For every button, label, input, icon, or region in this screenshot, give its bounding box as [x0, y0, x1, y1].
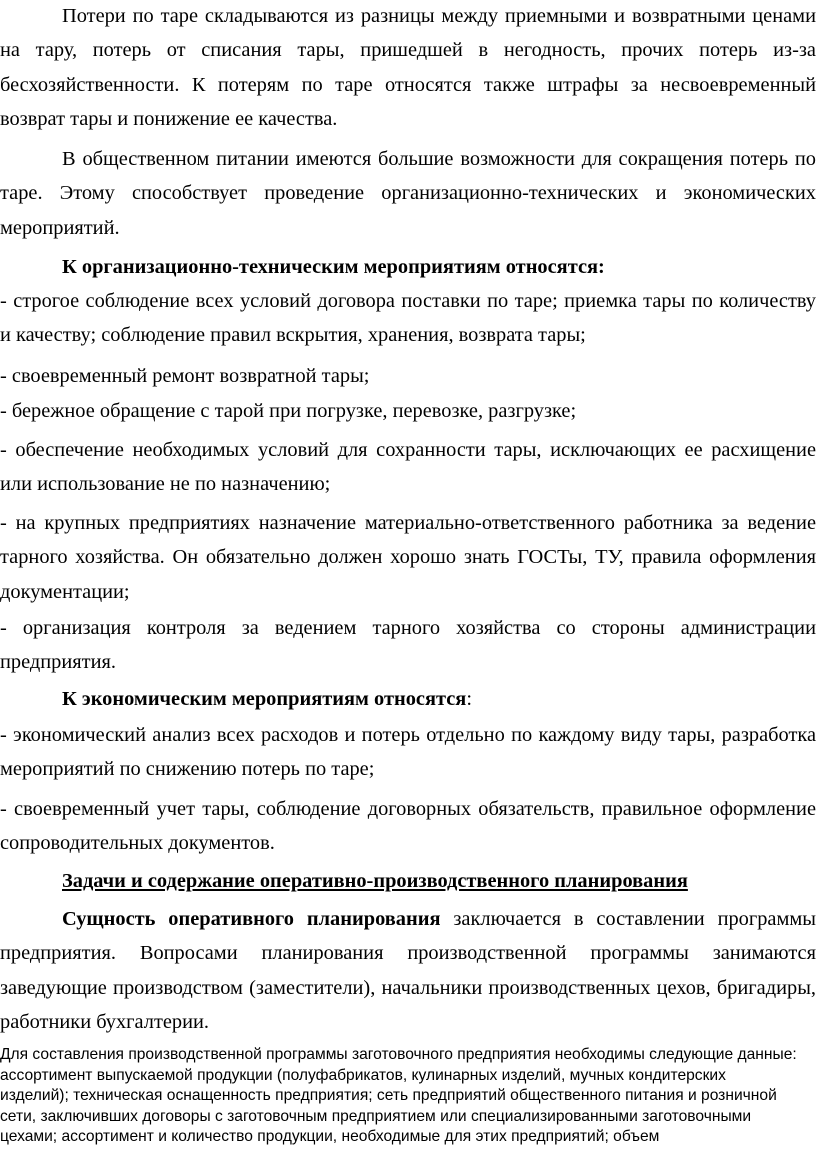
list-item: - строгое соблюдение всех условий договора поставки по таре; приемка тары по количеству и качеству; соблюдение правил вскрытия, хранения, возврата тары;: [0, 290, 816, 347]
section-title: Задачи и содержание оперативно-производственного планирования: [62, 870, 688, 892]
paragraph-planning-essence: Сущность оперативного планирования заключается в составлении программы предприятия. Вопросами планирования производственной программы занимаются заведующие производством (заместители), начальники производственных цехов, бригадиры, работники бухгалтерии.: [0, 908, 816, 1034]
small-text-line: сети, заключивших договоры с заготовочным предприятием или специализированными заготовочными: [0, 1107, 752, 1125]
list-item: - на крупных предприятиях назначение материально-ответственного работника за ведение тарного хозяйства. Он обязательно должен хорошо знать ГОСТы, ТУ, правила оформления документации;: [0, 512, 816, 603]
paragraph-tare-losses: Потери по таре складываются из разницы между приемными и возвратными ценами на тару, потерь от списания тары, пришедшей в негодность, прочих потерь из-за бесхозяйственности. К потерям по таре относятся также штрафы за несвоевременный возврат тары и понижение ее качества.: [0, 5, 816, 131]
small-text-line: Для составления производственной программы заготовочного предприятия необходимы следующие данные:: [0, 1046, 797, 1063]
small-text-line: ассортимент выпускаемой продукции (полуфабрикатов, кулинарных изделий, мучных кондитерских: [0, 1066, 726, 1084]
small-text-line: изделий); техническая оснащенность предприятия; сеть предприятий общественного питания и розничной: [0, 1087, 777, 1105]
paragraph-catering-opportunities: В общественном питании имеются большие возможности для сокращения потерь по таре. Этому способствует проведение организационно-технических и экономических мероприятий.: [0, 148, 816, 239]
heading-economic: К экономическим мероприятиям относятся:: [62, 688, 473, 710]
small-text-line: цехами; ассортимент и количество продукции, необходимые для этих предприятий; объем: [0, 1128, 660, 1146]
small-print-block: [0, 1045, 816, 1148]
heading-org-technical: К организационно-техническим мероприятиям относятся:: [62, 256, 605, 278]
list-item: - организация контроля за ведением тарного хозяйства со стороны администрации предприятия.: [0, 617, 816, 674]
list-item: - обеспечение необходимых условий для сохранности тары, исключающих ее расхищение или использование не по назначению;: [0, 439, 816, 496]
list-item: - своевременный учет тары, соблюдение договорных обязательств, правильное оформление сопроводительных документов.: [0, 798, 816, 855]
list-item: - экономический анализ всех расходов и потерь отдельно по каждому виду тары, разработка мероприятий по снижению потерь по таре;: [0, 724, 816, 781]
list-item: - бережное обращение с тарой при погрузке, перевозке, разгрузке;: [0, 400, 577, 422]
list-item: - своевременный ремонт возвратной тары;: [0, 365, 370, 387]
